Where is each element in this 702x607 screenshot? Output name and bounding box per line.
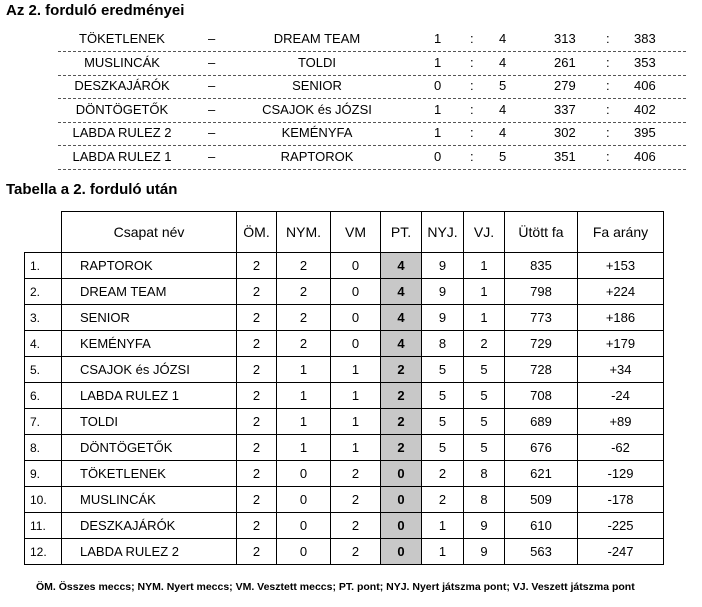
om-value: 2 [237,409,277,435]
away-team: SENIOR [292,78,342,93]
nyj-value: 8 [422,331,464,357]
position: 12. [25,539,62,565]
table-row [25,513,664,539]
points-value: 4 [381,253,422,279]
dash: – [208,54,216,70]
pins-value: 773 [505,305,578,331]
vm-value: 0 [331,305,381,331]
vm-value: 1 [331,409,381,435]
home-set-score: 1 [434,101,442,117]
header-blank [25,212,62,253]
pin-ratio-value: +34 [578,357,664,383]
pins-separator: : [606,54,610,70]
dash: – [208,125,216,140]
position: 3. [25,305,62,331]
score-separator: : [470,125,474,140]
om-value: 2 [237,461,277,487]
away-pins: 406 [634,78,656,93]
home-set-score: 1 [434,54,442,70]
pins-separator: : [606,148,610,164]
dash: – [208,101,216,117]
points-value: 0 [381,513,422,539]
header-fa-arany: Fa arány [578,212,664,253]
nyj-value: 9 [422,305,464,331]
results-title: Az 2. forduló eredményei [6,2,185,19]
nym-value: 2 [277,331,331,357]
nym-value: 1 [277,409,331,435]
team-name: KEMÉNYFA [62,331,237,357]
nym-value: 2 [277,305,331,331]
team-name: CSAJOK és JÓZSI [62,357,237,383]
home-pins: 279 [554,78,576,93]
away-team: CSAJOK és JÓZSI [262,101,372,117]
nym-value: 2 [277,253,331,279]
table-row [25,409,664,435]
away-set-score: 4 [499,54,507,70]
om-value: 2 [237,513,277,539]
nym-value: 0 [277,461,331,487]
nyj-value: 2 [422,487,464,513]
pin-ratio-value: +153 [578,253,664,279]
nyj-value: 1 [422,513,464,539]
points-value: 0 [381,461,422,487]
om-value: 2 [237,279,277,305]
pins-value: 563 [505,539,578,565]
table-row [25,487,664,513]
vj-value: 1 [464,253,505,279]
result-row [58,146,686,170]
om-value: 2 [237,331,277,357]
vm-value: 2 [331,539,381,565]
nyj-value: 1 [422,539,464,565]
team-name: DESZKAJÁRÓK [62,513,237,539]
away-team: KEMÉNYFA [281,125,353,140]
points-value: 4 [381,331,422,357]
score-separator: : [470,101,474,117]
home-pins: 313 [554,31,576,46]
home-pins: 351 [554,148,576,164]
nym-value: 0 [277,513,331,539]
vm-value: 1 [331,435,381,461]
vm-value: 2 [331,487,381,513]
home-set-score: 0 [434,148,442,164]
header-vm: VM [331,212,381,253]
om-value: 2 [237,305,277,331]
pin-ratio-value: -178 [578,487,664,513]
header-om: ÖM. [237,212,277,253]
away-set-score: 4 [499,125,507,140]
away-pins: 402 [634,101,656,117]
position: 8. [25,435,62,461]
away-team: DREAM TEAM [273,31,361,46]
pin-ratio-value: +224 [578,279,664,305]
pins-value: 689 [505,409,578,435]
vj-value: 5 [464,409,505,435]
pin-ratio-value: -62 [578,435,664,461]
points-value: 4 [381,279,422,305]
team-name: SENIOR [62,305,237,331]
pin-ratio-value: -129 [578,461,664,487]
pins-value: 509 [505,487,578,513]
header-pt: PT. [381,212,422,253]
home-pins: 302 [554,125,576,140]
home-set-score: 0 [434,78,442,93]
om-value: 2 [237,383,277,409]
result-row [58,75,686,99]
vj-value: 1 [464,279,505,305]
om-value: 2 [237,357,277,383]
points-value: 2 [381,357,422,383]
dash: – [208,78,216,93]
table-row [25,435,664,461]
pin-ratio-value: +186 [578,305,664,331]
nym-value: 0 [277,539,331,565]
away-pins: 406 [634,148,656,164]
om-value: 2 [237,487,277,513]
pins-value: 708 [505,383,578,409]
vj-value: 8 [464,487,505,513]
pins-value: 729 [505,331,578,357]
vj-value: 5 [464,357,505,383]
vj-value: 1 [464,305,505,331]
om-value: 2 [237,539,277,565]
score-separator: : [470,148,474,164]
away-pins: 395 [634,125,656,140]
table-row [25,383,664,409]
nym-value: 1 [277,357,331,383]
vm-value: 0 [331,253,381,279]
points-value: 2 [381,409,422,435]
away-set-score: 4 [499,31,507,46]
home-team: MUSLINCÁK [84,54,160,70]
team-name: TÖKETLENEK [62,461,237,487]
standings-table [24,211,664,565]
pin-ratio-value: +89 [578,409,664,435]
nyj-value: 5 [422,409,464,435]
dash: – [208,148,216,164]
result-row [58,122,686,146]
home-team: LABDA RULEZ 1 [72,148,172,164]
nyj-value: 9 [422,279,464,305]
team-name: RAPTOROK [62,253,237,279]
pins-value: 798 [505,279,578,305]
table-row [25,461,664,487]
pins-separator: : [606,78,610,93]
position: 11. [25,513,62,539]
vj-value: 9 [464,539,505,565]
table-row [25,331,664,357]
points-value: 2 [381,435,422,461]
vj-value: 9 [464,513,505,539]
pins-value: 610 [505,513,578,539]
home-set-score: 1 [434,125,442,140]
nyj-value: 2 [422,461,464,487]
nyj-value: 5 [422,435,464,461]
nym-value: 2 [277,279,331,305]
om-value: 2 [237,253,277,279]
position: 7. [25,409,62,435]
vm-value: 2 [331,513,381,539]
team-name: LABDA RULEZ 2 [62,539,237,565]
pins-value: 621 [505,461,578,487]
points-value: 2 [381,383,422,409]
team-name: DREAM TEAM [62,279,237,305]
home-team: TÖKETLENEK [79,31,165,46]
nyj-value: 5 [422,383,464,409]
pin-ratio-value: -225 [578,513,664,539]
pins-separator: : [606,31,610,46]
table-row [25,539,664,565]
pin-ratio-value: +179 [578,331,664,357]
vj-value: 8 [464,461,505,487]
away-team: TOLDI [297,54,337,70]
nym-value: 0 [277,487,331,513]
home-set-score: 1 [434,31,442,46]
vj-value: 2 [464,331,505,357]
header-nym: NYM. [277,212,331,253]
pins-value: 676 [505,435,578,461]
pins-separator: : [606,101,610,117]
position: 2. [25,279,62,305]
points-value: 0 [381,539,422,565]
vm-value: 0 [331,279,381,305]
pin-ratio-value: -24 [578,383,664,409]
team-name: DÖNTÖGETŐK [62,435,237,461]
score-separator: : [470,78,474,93]
away-pins: 383 [634,31,656,46]
away-set-score: 5 [499,78,507,93]
score-separator: : [470,31,474,46]
vm-value: 0 [331,331,381,357]
vm-value: 1 [331,383,381,409]
position: 9. [25,461,62,487]
pin-ratio-value: -247 [578,539,664,565]
team-name: LABDA RULEZ 1 [62,383,237,409]
header-nyj: NYJ. [422,212,464,253]
position: 6. [25,383,62,409]
table-header-row [25,212,664,253]
table-row [25,357,664,383]
score-separator: : [470,54,474,70]
nyj-value: 9 [422,253,464,279]
away-team: RAPTOROK [280,148,354,164]
home-pins: 337 [554,101,576,117]
position: 10. [25,487,62,513]
header-utott-fa: Ütött fa [505,212,578,253]
nym-value: 1 [277,435,331,461]
away-set-score: 4 [499,101,507,117]
position: 4. [25,331,62,357]
header-team-name: Csapat név [62,212,237,253]
table-title: Tabella a 2. forduló után [6,181,178,198]
vj-value: 5 [464,435,505,461]
points-value: 4 [381,305,422,331]
home-team: DESZKAJÁRÓK [74,78,170,93]
home-team: DÖNTÖGETŐK [75,101,169,117]
header-vj: VJ. [464,212,505,253]
position: 5. [25,357,62,383]
nyj-value: 5 [422,357,464,383]
away-set-score: 5 [499,148,507,164]
vj-value: 5 [464,383,505,409]
table-row [25,253,664,279]
table-row [25,305,664,331]
pins-separator: : [606,125,610,140]
table-row [25,279,664,305]
nym-value: 1 [277,383,331,409]
team-name: TOLDI [62,409,237,435]
om-value: 2 [237,435,277,461]
dash: – [208,31,216,46]
vm-value: 1 [331,357,381,383]
result-row [58,28,686,52]
home-team: LABDA RULEZ 2 [72,125,172,140]
vm-value: 2 [331,461,381,487]
team-name: MUSLINCÁK [62,487,237,513]
legend-footnote: ÖM. Összes meccs; NYM. Nyert meccs; VM. Vesztett meccs; PT. pont; NYJ. Nyert játszma pont; VJ. Veszett játszma pont [36,581,635,593]
position: 1. [25,253,62,279]
home-pins: 261 [554,54,576,70]
pins-value: 728 [505,357,578,383]
result-row [58,99,686,123]
away-pins: 353 [634,54,656,70]
result-row [58,52,686,76]
points-value: 0 [381,487,422,513]
pins-value: 835 [505,253,578,279]
